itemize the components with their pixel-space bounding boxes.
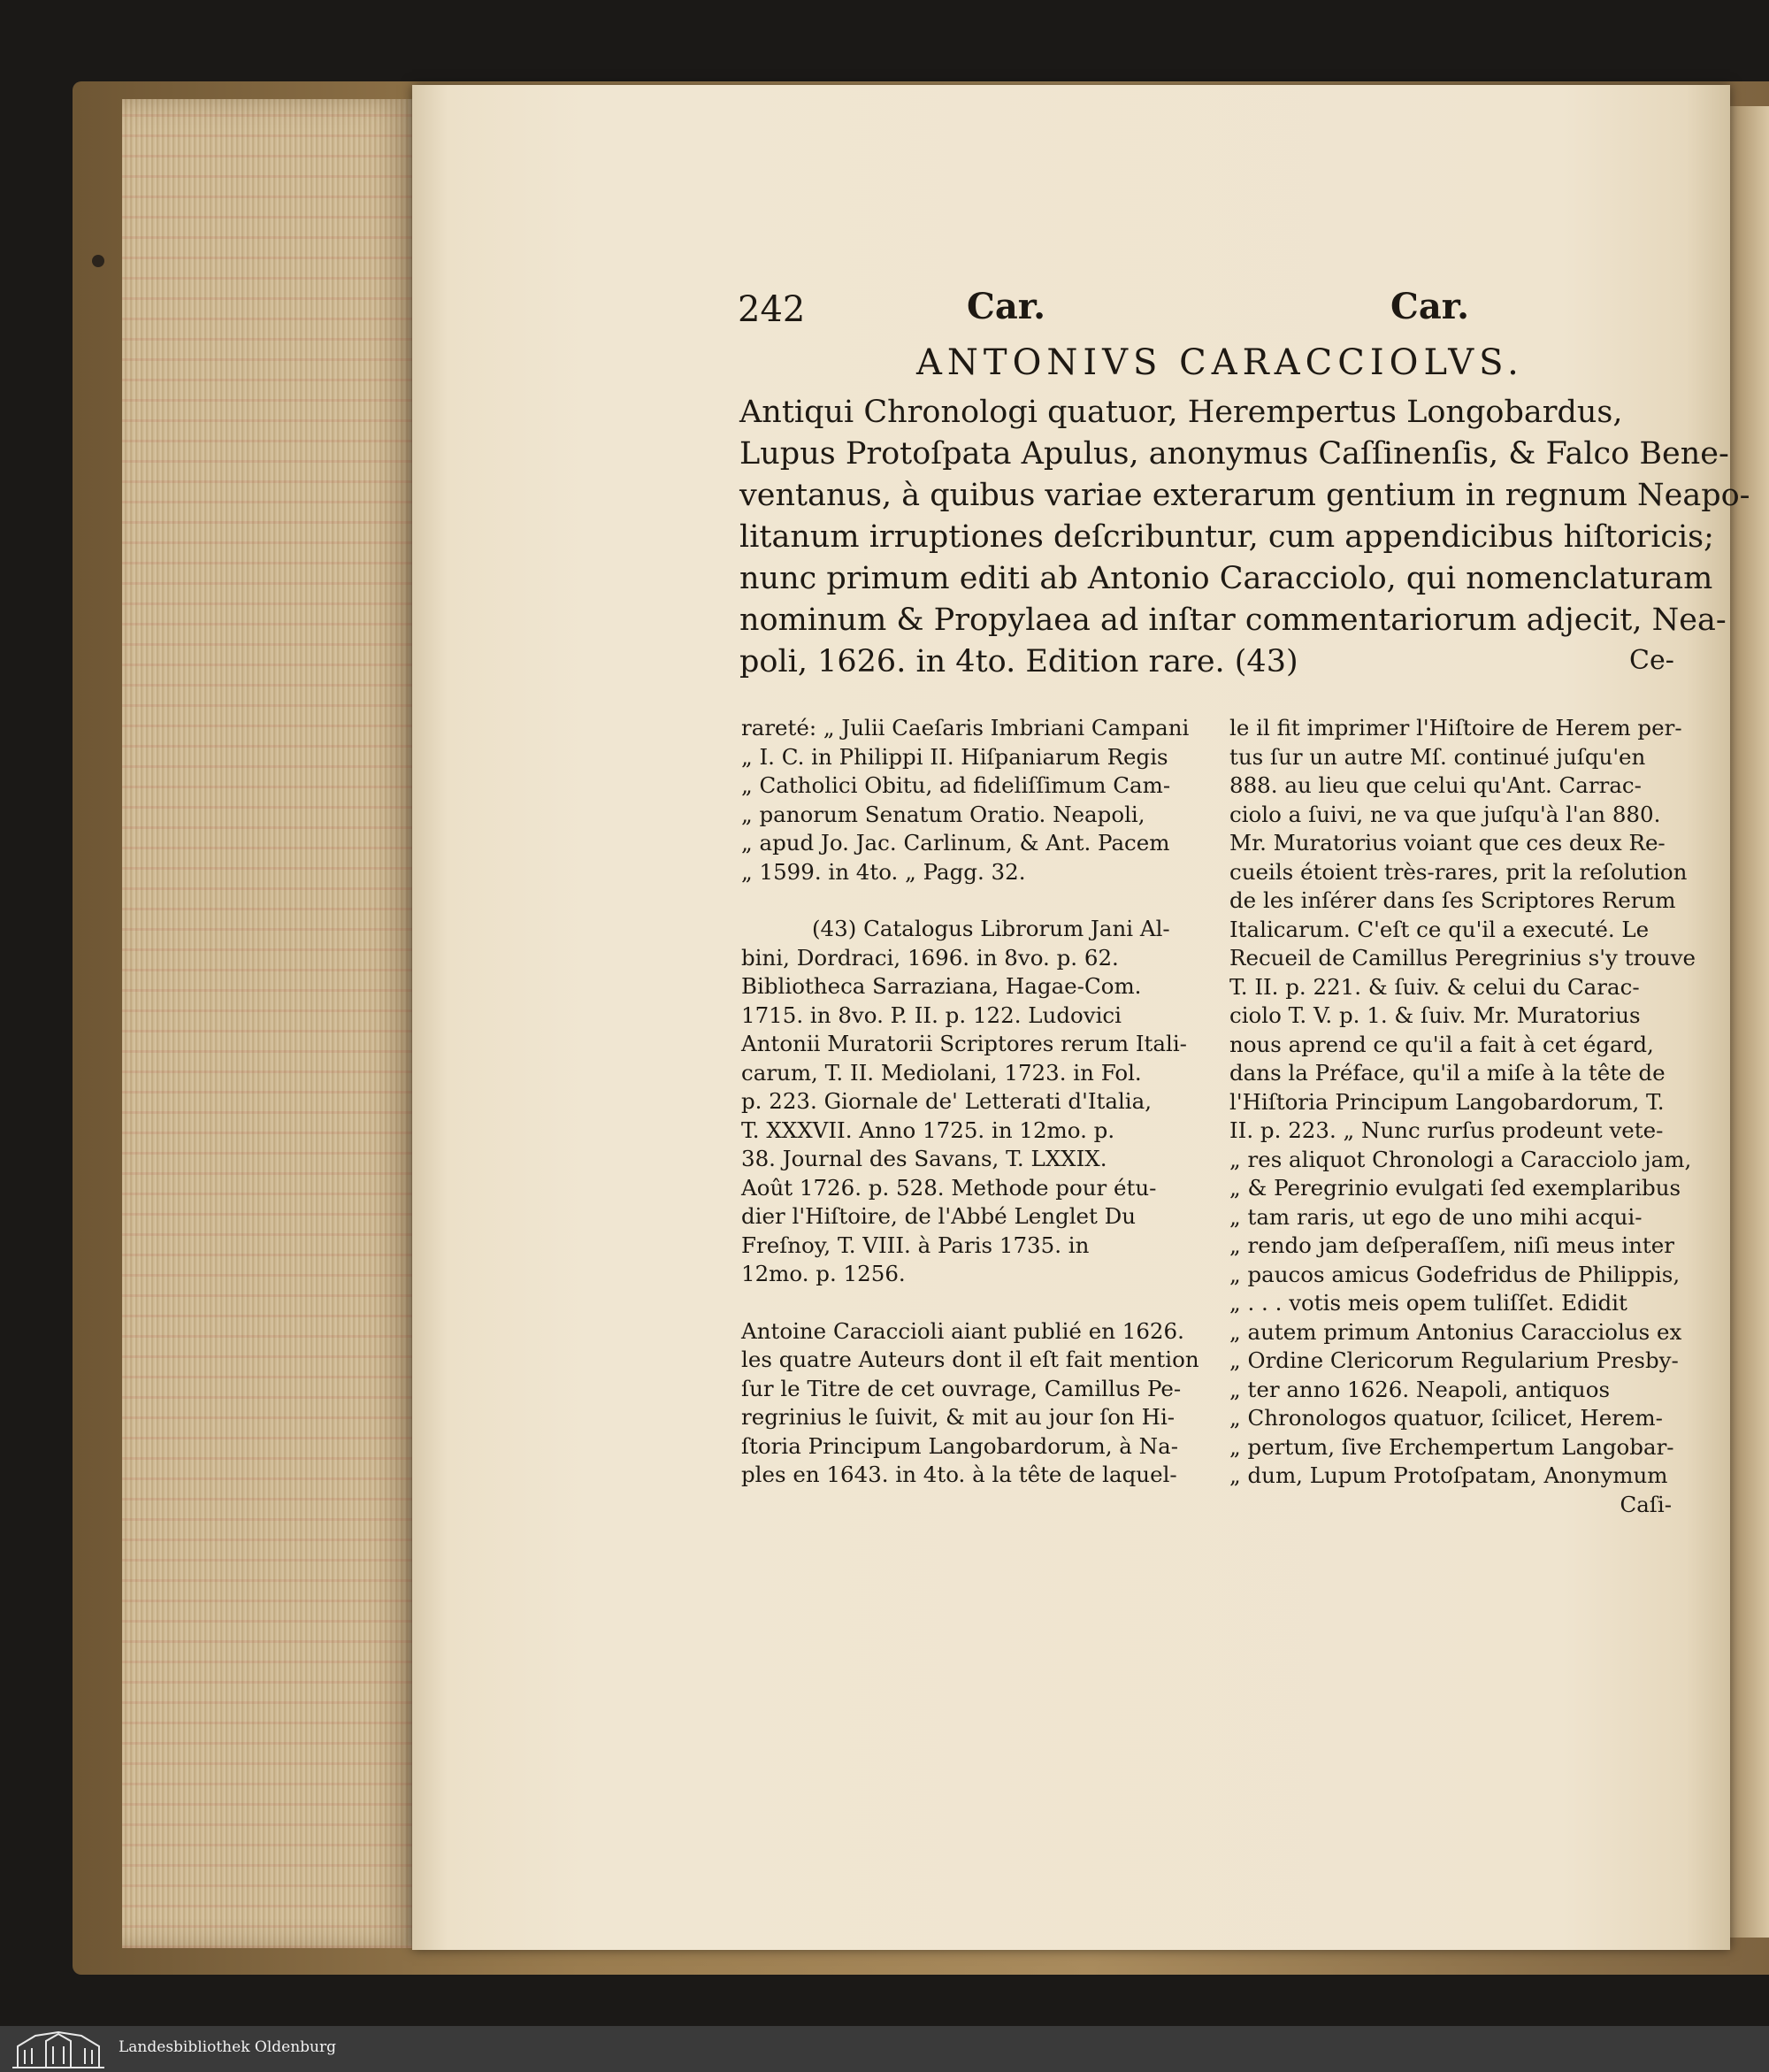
text-line: „ rendo jam deſperaſſem, niſi meus inter (1229, 1232, 1674, 1258)
catchword: Ce- (1629, 645, 1674, 676)
text-line: dier l'Hiſtoire, de l'Abbé Lenglet Du (741, 1203, 1137, 1229)
title-line: Antiqui Chronologi quatuor, Herempertus Longobardus, (739, 395, 1623, 430)
title-line: litanum irruptiones deſcribuntur, cum appendicibus hiſtoricis; (739, 519, 1714, 555)
library-building-icon (9, 2029, 108, 2069)
footnote-column-right (1229, 714, 1696, 1519)
text-line: T. II. p. 221. & ſuiv. & celui du Carac- (1229, 973, 1640, 1000)
text-line: ciolo a ſuivi, ne va que juſqu'à l'an 880. (1229, 801, 1661, 827)
title-line: Lupus Protoſpata Apulus, anonymus Caſſinenſis, & Falco Bene- (739, 436, 1729, 472)
facing-page-edge (1730, 106, 1769, 1938)
text-line: carum, T. II. Mediolani, 1723. in Fol. (741, 1059, 1142, 1086)
text-line: „ Ordine Clericorum Regularium Presby- (1229, 1347, 1679, 1373)
text-line: „ autem primum Antonius Caracciolus ex (1229, 1318, 1682, 1345)
text-line: bini, Dordraci, 1696. in 8vo. p. 62. (741, 944, 1119, 971)
text-line: Italicarum. C'eſt ce qu'il a executé. Le (1229, 916, 1650, 942)
text-line: Antoine Caraccioli aiant publié en 1626. (741, 1317, 1184, 1344)
text-line: „ tam raris, ut ego de uno mihi acqui- (1229, 1203, 1643, 1230)
footnote-paragraph (741, 1317, 1199, 1490)
entry-heading: ANTONIVS CARACCIOLVS. (916, 342, 1524, 383)
text-line: „ . . . votis meis opem tuliſſet. Edidit (1229, 1290, 1627, 1316)
text-line: Freſnoy, T. VIII. à Paris 1735. in (741, 1232, 1090, 1258)
text-line: ſur le Titre de cet ouvrage, Camillus Pe- (741, 1375, 1182, 1401)
title-line: ventanus, à quibus variae exterarum gentium in regnum Neapo- (739, 478, 1750, 513)
text-line: „ ter anno 1626. Neapoli, antiquos (1229, 1376, 1611, 1402)
catchword-small: Caſi- (1620, 1491, 1672, 1517)
page-edges (122, 99, 414, 1948)
text-line: „ Chronologos quatuor, ſcilicet, Herem- (1229, 1405, 1663, 1431)
text-line: „ Catholici Obitu, ad fideliſſimum Cam- (741, 772, 1171, 798)
title-line: poli, 1626. in 4to. Edition rare. (43) (739, 644, 1298, 679)
text-line: „ res aliquot Chronologi a Caracciolo jam, (1229, 1146, 1692, 1172)
text-line: Recueil de Camillus Peregrinius s'y trouve (1229, 945, 1696, 971)
text-line: „ apud Jo. Jac. Carlinum, & Ant. Pacem (741, 830, 1170, 856)
title-line: nunc primum editi ab Antonio Caracciolo, qui nomenclaturam (739, 561, 1713, 596)
text-line: tus ſur un autre Mſ. continué juſqu'en (1229, 743, 1646, 770)
text-line: p. 223. Giornale de' Letterati d'Italia, (741, 1088, 1153, 1114)
text-line: „ panorum Senatum Oratio. Neapoli, (741, 801, 1145, 827)
text-line: T. XXXVII. Anno 1725. in 12mo. p. (741, 1117, 1115, 1143)
text-line: 38. Journal des Savans, T. LXXIX. (741, 1146, 1107, 1171)
text-line: ples en 1643. in 4to. à la tête de laquel- (741, 1462, 1177, 1487)
text-line: 888. au lieu que celui qu'Ant. Carrac- (1229, 772, 1642, 798)
book-title-text (739, 392, 1750, 683)
text-line: 1715. in 8vo. P. II. p. 122. Ludovici (741, 1001, 1122, 1028)
title-line: nominum & Propylaea ad inſtar commentariorum adjecit, Nea- (739, 602, 1727, 638)
running-head-right: Car. (1390, 286, 1470, 327)
text-line: „ dum, Lupum Protoſpatam, Anonymum (1229, 1462, 1668, 1488)
binding-hole (92, 255, 104, 267)
footnote-column-left (741, 714, 1199, 1490)
text-line: 12mo. p. 1256. (741, 1261, 906, 1286)
text-line: Août 1726. p. 528. Methode pour étu- (741, 1174, 1157, 1201)
text-line: II. p. 223. „ Nunc rurſus prodeunt vete- (1229, 1117, 1664, 1143)
text-line: Mr. Muratorius voiant que ces deux Re- (1229, 830, 1666, 856)
text-line: dans la Préface, qu'il a miſe à la tête de (1229, 1060, 1666, 1086)
text-line: cueils étoient très-rares, prit la reſolution (1229, 858, 1688, 885)
text-line: le il fit imprimer l'Hiſtoire de Herem per- (1229, 715, 1682, 741)
text-line: (43) Catalogus Librorum Jani Al- (812, 916, 1170, 941)
text-line: Antonii Muratorii Scriptores rerum Itali- (741, 1031, 1187, 1056)
text-line: „ & Peregrinio evulgati ſed exemplaribus (1229, 1175, 1681, 1201)
text-line: rareté: „ Julii Caeſaris Imbriani Campani (741, 715, 1190, 741)
text-line: „ pertum, ſive Erchempertum Langobar- (1229, 1433, 1674, 1460)
text-line: „ I. C. in Philippi II. Hiſpaniarum Regis (741, 743, 1168, 770)
text-line: ſtoria Principum Langobardorum, à Na- (741, 1432, 1178, 1459)
text-line: nous aprend ce qu'il a fait à cet égard, (1229, 1031, 1654, 1057)
text-line: de les inſérer dans ſes Scriptores Rerum (1229, 887, 1676, 913)
text-line: Bibliotheca Sarraziana, Hagae-Com. (741, 973, 1142, 999)
text-line: l'Hiſtoria Principum Langobardorum, T. (1229, 1088, 1665, 1115)
text-line: les quatre Auteurs dont il eſt fait mention (741, 1347, 1199, 1372)
text-line: „ paucos amicus Godefridus de Philippis, (1229, 1261, 1681, 1287)
footnote-paragraph (741, 714, 1199, 886)
running-head-left: Car. (967, 286, 1046, 327)
footnote-paragraph (741, 915, 1199, 1289)
page-number: 242 (738, 289, 806, 330)
text-line: regrinius le ſuivit, & mit au jour ſon Hi- (741, 1404, 1176, 1430)
library-name: Landesbibliothek Oldenburg (119, 2038, 337, 2056)
text-line: ciolo T. V. p. 1. & ſuiv. Mr. Muratorius (1229, 1002, 1641, 1028)
text-line: „ 1599. in 4to. „ Pagg. 32. (741, 858, 1026, 885)
